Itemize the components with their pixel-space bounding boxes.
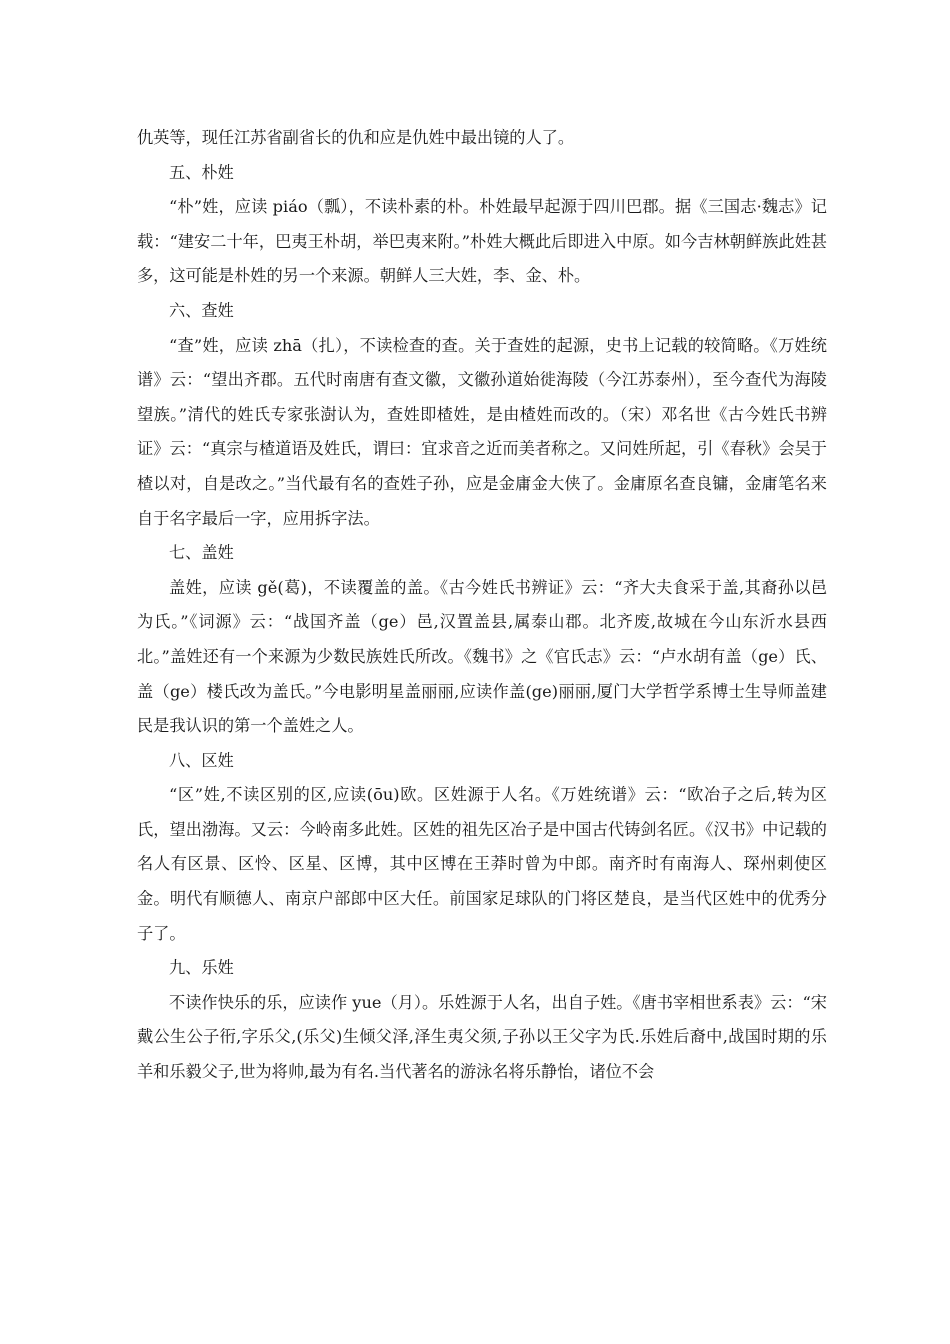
paragraph-zha: “查”姓，应读 zhā（扎），不读检查的查。关于查姓的起源，史书上记载的较简略。《万姓统谱》云：“望出齐郡。五代时南唐有查文徽，文徽孙道始徙海陵（今江苏泰州），至今查代为海陵望族。”清代的姓氏专家张澍认为，查姓即楂姓，是由楂姓而改的。（宋）邓名世《古今姓氏书辨证》云：“真宗与楂道语及姓氏，谓曰：宜求音之近而美者称之。又问姓所起，引《春秋》会吴于楂以对，自是改之。”当代最有名的查姓子孙，应是金庸金大侠了。金庸原名查良镛，金庸笔名来自于名字最后一字，应用拆字法。 <box>137 335 827 528</box>
document-body <box>137 121 827 1090</box>
section-heading-ge: 七、盖姓 <box>169 543 234 563</box>
paragraph-ge: 盖姓，应读 gě(葛)，不读覆盖的盖。《古今姓氏书辨证》云：“齐大夫食采于盖,其裔孙以邑为氏。”《词源》云：“战国齐盖（ge）邑,汉置盖县,属泰山郡。北齐废,故城在今山东沂水县西北。”盖姓还有一个来源为少数民族姓氏所改。《魏书》之《官氏志》云：“卢水胡有盖（ge）氏、盖（ge）楼氏改为盖氏。”今电影明星盖丽丽,应读作盖(ge)丽丽,厦门大学哲学系博士生导师盖建民是我认识的第一个盖姓之人。 <box>137 577 827 736</box>
paragraph-yue: 不读作快乐的乐，应读作 yue（月）。乐姓源于人名，出自子姓。《唐书宰相世系表》云：“宋戴公生公子衎,字乐父,(乐父)生倾父泽,泽生夷父须,子孙以王父字为氏.乐姓后裔中,战国时期的乐羊和乐毅父子,世为将帅,最为有名.当代著名的游泳名将乐静怡，诸位不会 <box>137 992 827 1082</box>
section-heading-ou: 八、区姓 <box>169 750 234 770</box>
section-heading-yue: 九、乐姓 <box>169 958 234 978</box>
paragraph-continuation: 仇英等，现任江苏省副省长的仇和应是仇姓中最出镜的人了。 <box>137 128 575 147</box>
section-heading-zha: 六、查姓 <box>169 300 234 320</box>
paragraph-ou: “区”姓,不读区别的区,应读(ōu)欧。区姓源于人名。《万姓统谱》云：“欧冶子之后,转为区氏，望出渤海。又云：今岭南多此姓。区姓的祖先区冶子是中国古代铸剑名匠。《汉书》中记载的名人有区景、区怜、区星、区博，其中区博在王莽时曾为中郎。南齐时有南海人、琛州刺使区金。明代有顺德人、南京户部郎中区大任。前国家足球队的门将区楚良，是当代区姓中的优秀分子了。 <box>137 785 827 943</box>
section-heading-piao: 五、朴姓 <box>169 162 234 182</box>
paragraph-piao: “朴”姓，应读 piáo（瓢），不读朴素的朴。朴姓最早起源于四川巴郡。据《三国志·魏志》记载：“建安二十年，巴夷王朴胡，举巴夷来附。”朴姓大概此后即进入中原。如今吉林朝鲜族此姓甚多，这可能是朴姓的另一个来源。朝鲜人三大姓，李、金、朴。 <box>137 197 827 286</box>
